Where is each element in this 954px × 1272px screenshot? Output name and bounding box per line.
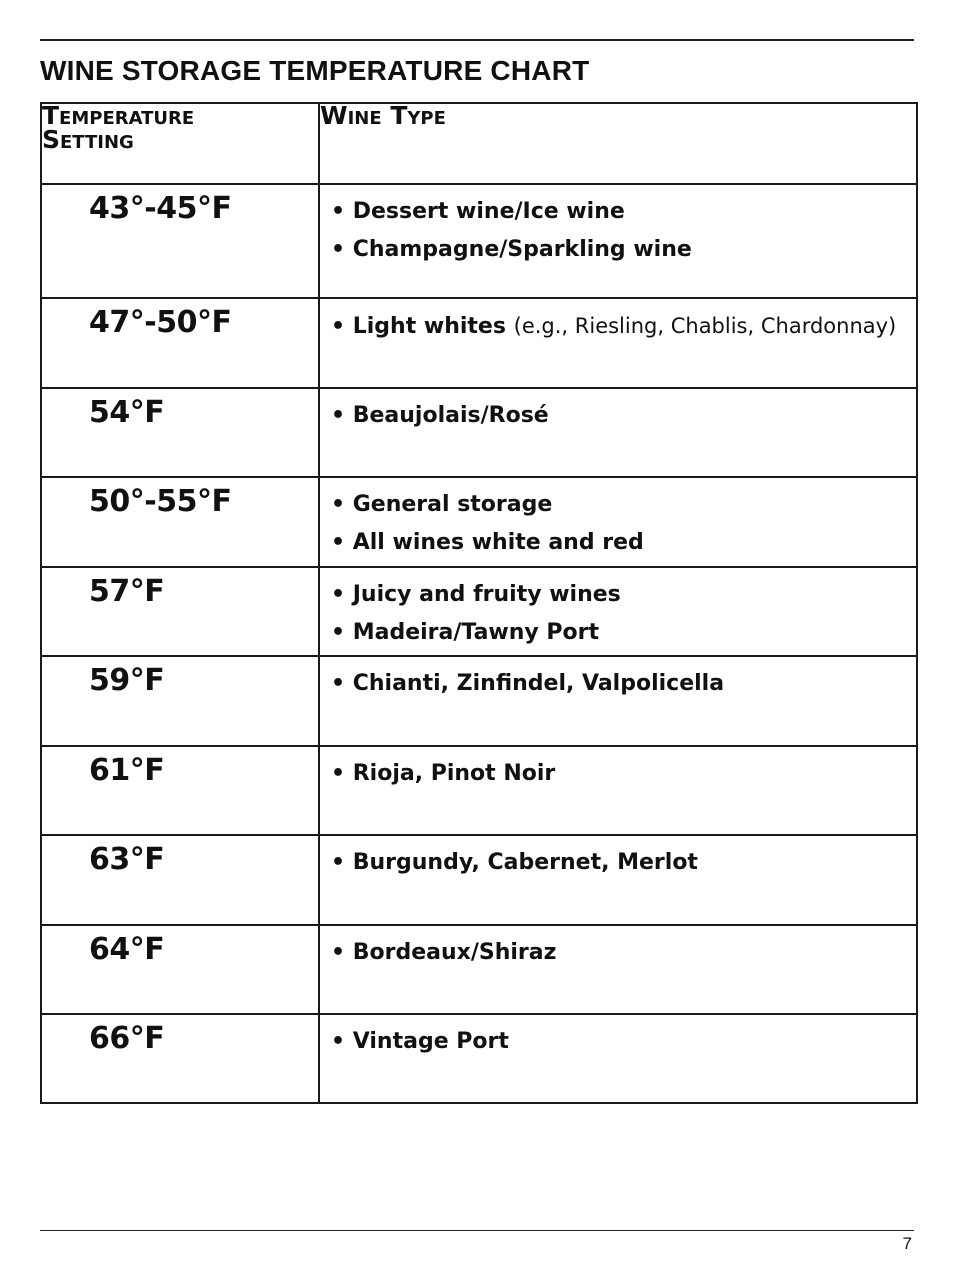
wine-list-item [331, 307, 916, 346]
wine-type-cell [319, 656, 917, 746]
bullet-icon: • [331, 620, 353, 645]
temperature-cell [41, 746, 319, 835]
wine-list [320, 1015, 916, 1061]
table-row [41, 567, 917, 656]
table-row [41, 746, 917, 835]
temperature-header-line-1: Temperature [42, 101, 195, 130]
wine-name: Rioja, Pinot Noir [352, 761, 556, 786]
temperature-value: 50°-55°F [89, 484, 232, 519]
wine-list [320, 926, 916, 972]
wine-list [320, 836, 916, 882]
bullet-icon: • [331, 940, 353, 965]
wine-name: Champagne/Sparkling wine [352, 237, 692, 262]
wine-type-cell [319, 746, 917, 835]
wine-list [320, 478, 916, 562]
bottom-divider [40, 1230, 914, 1231]
wine-list [320, 747, 916, 793]
temperature-value: 64°F [89, 932, 165, 967]
bullet-icon: • [331, 671, 353, 696]
temperature-value: 66°F [89, 1021, 165, 1056]
top-divider [40, 39, 914, 41]
bullet-icon: • [331, 237, 353, 262]
wine-list-item [331, 193, 916, 231]
wine-list [320, 299, 916, 346]
wine-type-cell [319, 477, 917, 567]
bullet-icon: • [331, 403, 353, 428]
table-row [41, 835, 917, 925]
temperature-column-header [41, 103, 319, 184]
wine-list-item [331, 524, 916, 562]
bullet-icon: • [331, 761, 353, 786]
wine-name: Light whites [352, 314, 506, 339]
wine-list-item [331, 231, 916, 269]
wine-type-header-label: Wine Type [320, 101, 446, 130]
page-number: 7 [902, 1234, 912, 1253]
wine-name: General storage [352, 492, 553, 517]
wine-type-cell [319, 184, 917, 298]
temperature-cell [41, 298, 319, 388]
wine-name: Madeira/Tawny Port [352, 620, 600, 645]
wine-list-item [331, 614, 916, 652]
bullet-icon: • [331, 582, 353, 607]
wine-list-item [331, 934, 916, 972]
temperature-cell [41, 1014, 319, 1103]
bullet-icon: • [331, 199, 353, 224]
wine-list [320, 568, 916, 652]
temperature-cell [41, 184, 319, 298]
wine-type-cell [319, 298, 917, 388]
bullet-icon: • [331, 850, 353, 875]
table-row [41, 1014, 917, 1103]
bullet-icon: • [331, 314, 353, 339]
temperature-value: 59°F [89, 663, 165, 698]
wine-temperature-table [40, 102, 918, 1104]
wine-list [320, 657, 916, 703]
wine-type-cell [319, 835, 917, 925]
wine-type-cell [319, 925, 917, 1014]
wine-type-cell [319, 388, 917, 477]
temperature-cell [41, 388, 319, 477]
temperature-value: 43°-45°F [89, 191, 232, 226]
temperature-header-line-2: Setting [42, 125, 134, 154]
bullet-icon: • [331, 1029, 353, 1054]
wine-list-item [331, 397, 916, 435]
wine-name: Bordeaux/Shiraz [352, 940, 557, 965]
table-row [41, 477, 917, 567]
temperature-cell [41, 835, 319, 925]
table-header-row [41, 103, 917, 184]
wine-name: Dessert wine/Ice wine [352, 199, 625, 224]
wine-list-item [331, 576, 916, 614]
table-row [41, 184, 917, 298]
wine-name: Juicy and fruity wines [352, 582, 621, 607]
temperature-value: 57°F [89, 574, 165, 609]
wine-name: All wines white and red [352, 530, 644, 555]
table-row [41, 298, 917, 388]
wine-type-cell [319, 567, 917, 656]
wine-list-item [331, 844, 916, 882]
wine-name: Vintage Port [352, 1029, 509, 1054]
wine-list-item [331, 665, 916, 703]
temperature-value: 54°F [89, 395, 165, 430]
wine-list-item [331, 755, 916, 793]
wine-name: Beaujolais/Rosé [352, 403, 549, 428]
wine-name: Chianti, Zinfindel, Valpolicella [352, 671, 725, 696]
wine-name: Burgundy, Cabernet, Merlot [352, 850, 698, 875]
wine-examples-note: (e.g., Riesling, Chablis, Chardonnay) [513, 314, 897, 338]
wine-list-item [331, 486, 916, 524]
temperature-cell [41, 567, 319, 656]
temperature-value: 63°F [89, 842, 165, 877]
temperature-value: 61°F [89, 753, 165, 788]
page-title: WINE STORAGE TEMPERATURE CHART [40, 55, 590, 86]
wine-type-column-header [319, 103, 917, 184]
wine-type-cell [319, 1014, 917, 1103]
temperature-cell [41, 656, 319, 746]
temperature-cell [41, 477, 319, 567]
table-row [41, 656, 917, 746]
wine-list [320, 389, 916, 435]
bullet-icon: • [331, 530, 353, 555]
temperature-value: 47°-50°F [89, 305, 232, 340]
wine-list-item [331, 1023, 916, 1061]
bullet-icon: • [331, 492, 353, 517]
table-row [41, 388, 917, 477]
table-body [41, 184, 917, 1103]
temperature-cell [41, 925, 319, 1014]
wine-list [320, 185, 916, 269]
table-row [41, 925, 917, 1014]
